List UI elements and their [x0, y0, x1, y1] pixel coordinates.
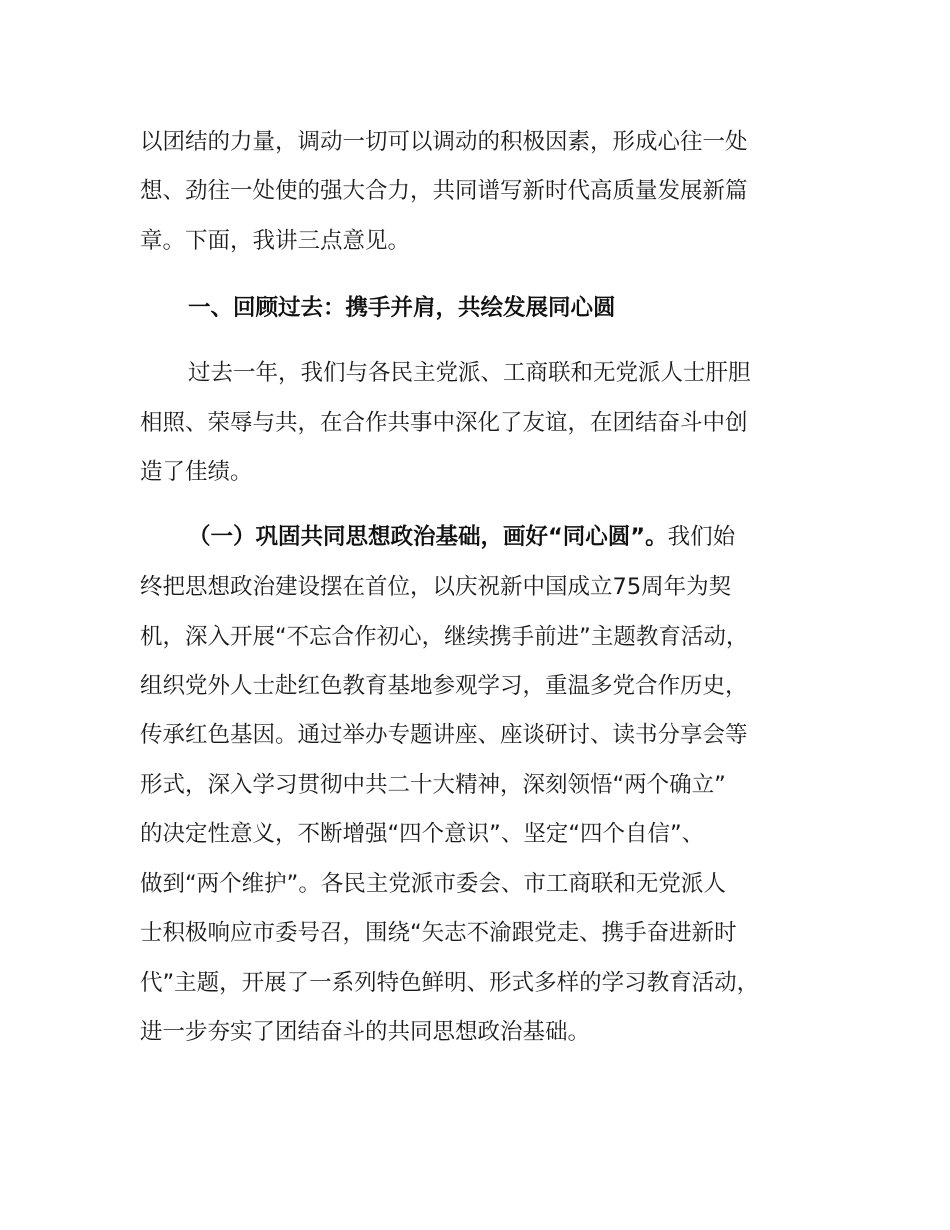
body-text-line: 以团结的力量，调动一切可以调动的积极因素，形成心往一处 — [140, 129, 748, 155]
body-text-line: 终把思想政治建设摆在首位，以庆祝新中国成立75周年为契 — [140, 574, 732, 600]
body-text-line: 传承红色基因。通过举办专题讲座、座谈研讨、读书分享会等 — [140, 722, 748, 748]
body-text-line: 章。下面，我讲三点意见。 — [140, 228, 411, 254]
body-text-line: 机，深入开展“不忘合作初心，继续携手前进”主题教育活动， — [140, 624, 749, 650]
body-text-line: 士积极响应市委号召，围绕“矢志不渝跟党走、携手奋进新时 — [140, 920, 737, 946]
body-text-line: 相照、荣辱与共，在合作共事中深化了友谊，在团结奋斗中创 — [140, 410, 748, 436]
subsection-heading: （一）巩固共同思想政治基础，画好“同心圆”。 — [188, 524, 668, 550]
body-text-line: 形式，深入学习贯彻中共二十大精神，深刻领悟“两个确立” — [140, 772, 726, 798]
section-heading: 一、回顾过去：携手并肩，共绘发展同心圆 — [188, 295, 616, 321]
body-text-line: 代”主题，开展了一系列特色鲜明、形式多样的学习教育活动， — [140, 970, 760, 996]
body-text-line: 的决定性意义，不断增强“四个意识”、坚定“四个自信”、 — [140, 821, 705, 847]
body-text-fragment: 我们始 — [667, 524, 736, 550]
body-text-line: 造了佳绩。 — [140, 459, 253, 485]
subsection-line — [188, 526, 735, 549]
body-text-line: 想、劲往一处使的强大合力，共同谱写新时代高质量发展新篇 — [140, 178, 748, 204]
body-text-line: 组织党外人士赴红色教育基地参观学习，重温多党合作历史， — [140, 673, 748, 699]
body-text-line: 做到“两个维护”。各民主党派市委会、市工商联和无党派人 — [140, 871, 726, 897]
body-text-line: 过去一年，我们与各民主党派、工商联和无党派人士肝胆 — [188, 360, 751, 386]
body-text-line: 进一步夯实了团结奋斗的共同思想政治基础。 — [140, 1019, 591, 1045]
